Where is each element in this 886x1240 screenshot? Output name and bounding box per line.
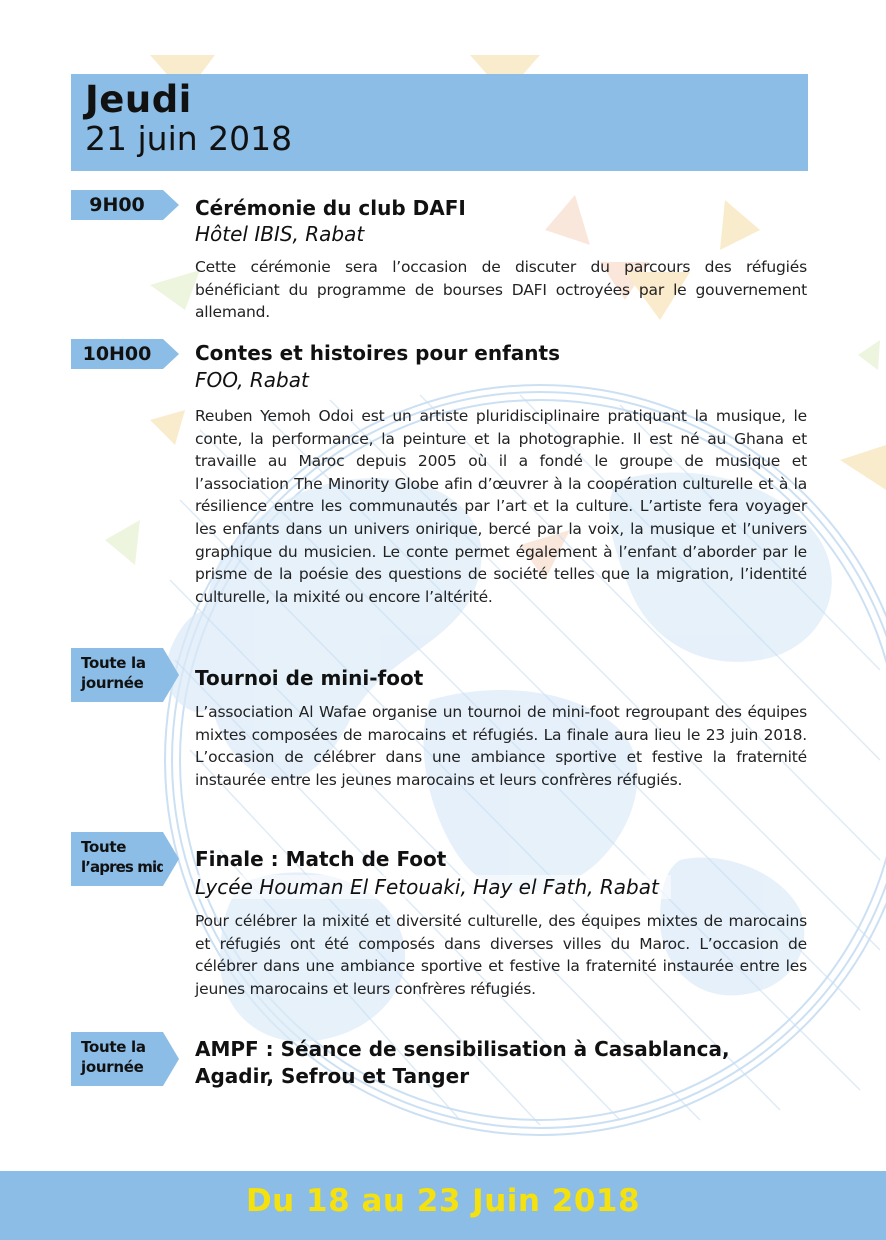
time-tag-toute-la-journee [71,1032,163,1086]
time-tag-10h00: 10H00 [71,339,163,369]
time-tag-line: journée [81,674,144,692]
event-description: L’association Al Wafae organise un tournoi de mini-foot regroupant des équipes mixtes composées de marocains et réfugiés. La finale aura lieu le 23 juin 2018. L’occasion de célébrer dans une ambiance sportive et festive la fraternité instaurée entre les jeunes marocains et leurs confrères réfugiés. [195,703,807,789]
time-tag-line: Toute la [81,1038,146,1056]
event-location: FOO, Rabat [195,368,321,392]
day-header-banner [71,74,808,171]
time-tag-line: Toute [81,838,127,856]
event-title: Tournoi de mini-foot [195,666,424,690]
day-title: Jeudi [85,78,192,121]
event-location: Lycée Houman El Fetouaki, Hay el Fath, Rabat [195,875,671,899]
event-title: Cérémonie du club DAFI [195,196,466,220]
event-description: Cette cérémonie sera l’occasion de discuter du parcours des réfugiés bénéficiant du programme de bourses DAFI octroyées par le gouvernement allemand. [195,258,807,322]
time-tag-toute-la-journee [71,648,163,702]
date-subtitle: 21 juin 2018 [85,119,293,158]
time-tag-9h00: 9H00 [71,190,163,220]
event-description: Reuben Yemoh Odoi est un artiste pluridisciplinaire pratiquant la musique, le conte, la performance, la peinture et la photographie. Il est né au Ghana et travaille au Maroc depuis 2005 où il a fondé le groupe de musique et l’association The Minority Globe afin d’œuvrer à la coopération culturelle et à la résilience entre les communautés par l’art et la culture. L’artiste fera voyager les enfants dans un univers onirique, bercé par la voix, la musique et l’univers graphique du musicien. Le conte permet également à l’enfant d’aborder par le prisme de la poésie des questions de société telles que la migration, l’identité culturelle, la mixité ou encore l’altérité. [195,407,807,606]
time-tag-line: journée [81,1058,144,1076]
footer-date-range: Du 18 au 23 Juin 2018 [245,1183,641,1219]
time-tag-line: Toute la [81,654,146,672]
event-title: Contes et histoires pour enfants [195,341,561,365]
footer-banner [0,1171,886,1240]
time-tag-toute-lapres-midi [71,832,171,886]
event-title: Finale : Match de Foot [195,847,447,871]
event-description: Pour célébrer la mixité et diversité culturelle, des équipes mixtes de marocains et réfugiés ont été composés dans diverses villes du Maroc. L’occasion de célébrer dans une ambiance sportive et festive la fraternité instaurée entre les jeunes marocains et leurs confrères réfugiés. [195,912,807,998]
time-tag-line: l’apres midi [81,858,171,876]
event-location: Hôtel IBIS, Rabat [195,222,376,246]
event-title: AMPF : Séance de sensibilisation à Casablanca, Agadir, Sefrou et Tanger [195,1037,730,1088]
